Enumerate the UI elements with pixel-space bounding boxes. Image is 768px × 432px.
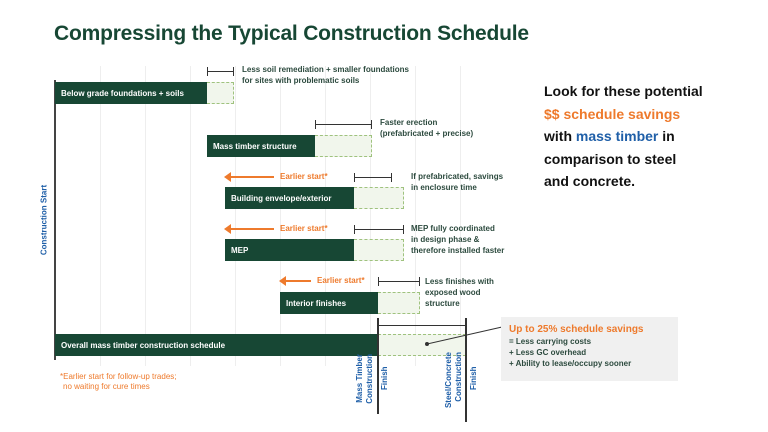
savings-dimension: [378, 281, 420, 282]
page-title: Compressing the Typical Construction Schedule: [54, 22, 529, 45]
grid-line: [460, 66, 461, 366]
saved-time-ghost: [207, 82, 234, 104]
savings-dimension: [315, 124, 372, 125]
savings-dimension: [354, 229, 404, 230]
finish-label: Finish: [469, 366, 478, 390]
footnote: *Earlier start for follow-up trades; no waiting for cure times: [60, 372, 177, 391]
arrow-left-icon: [230, 176, 274, 178]
bar-building-envelope: Building envelope/exterior: [225, 187, 354, 209]
grid-line: [235, 66, 236, 366]
savings-callout: Up to 25% schedule savings = Less carrying costs + Less GC overhead + Ability to lease/occupy sooner: [501, 317, 678, 381]
bar-mass-timber-structure: Mass timber structure: [207, 135, 315, 157]
row-note: Less soil remediation + smaller foundations for sites with problematic soils: [242, 65, 409, 85]
grid-line: [190, 66, 191, 366]
row-note: If prefabricated, savings in enclosure time: [411, 172, 504, 192]
mass-timber-finish-label: Mass Timber Construction: [355, 354, 374, 404]
grid-line: [415, 66, 416, 366]
bar-mep: MEP: [225, 239, 354, 261]
earlier-start-indicator: Earlier start*: [230, 172, 328, 181]
bar-overall-schedule: Overall mass timber construction schedule: [55, 334, 378, 356]
saved-time-ghost: [354, 187, 404, 209]
arrow-left-icon: [285, 280, 311, 282]
grid-line: [280, 66, 281, 366]
finish-label: Finish: [380, 366, 389, 390]
grid-line: [325, 66, 326, 366]
row-note: Less finishes with exposed wood structure: [425, 277, 494, 308]
mass-timber-finish-line: [377, 318, 379, 414]
savings-dimension: [354, 177, 392, 178]
side-summary: Look for these potential $$ schedule savings with mass timber in comparison to steel and concrete.: [544, 83, 703, 189]
bar-below-grade: Below grade foundations + soils: [55, 82, 207, 104]
saved-time-ghost: [315, 135, 372, 157]
bar-interior-finishes: Interior finishes: [280, 292, 378, 314]
arrow-left-icon: [230, 228, 274, 230]
grid-line: [100, 66, 101, 366]
row-note: MEP fully coordinated in design phase & therefore installed faster: [411, 224, 505, 255]
steel-concrete-finish-label: Steel/Concrete Construction: [444, 352, 463, 409]
earlier-start-indicator: Earlier start*: [230, 224, 328, 233]
steel-concrete-finish-line: [465, 318, 467, 422]
grid-line: [370, 66, 371, 366]
savings-dimension: [207, 71, 234, 72]
grid-line: [145, 66, 146, 366]
axis-label: Construction Start: [39, 184, 49, 256]
saved-time-ghost: [354, 239, 404, 261]
construction-start-axis: [54, 80, 56, 360]
saved-time-ghost: [378, 292, 420, 314]
row-note: Faster erection (prefabricated + precise): [380, 118, 474, 138]
earlier-start-indicator: Earlier start*: [285, 276, 365, 285]
